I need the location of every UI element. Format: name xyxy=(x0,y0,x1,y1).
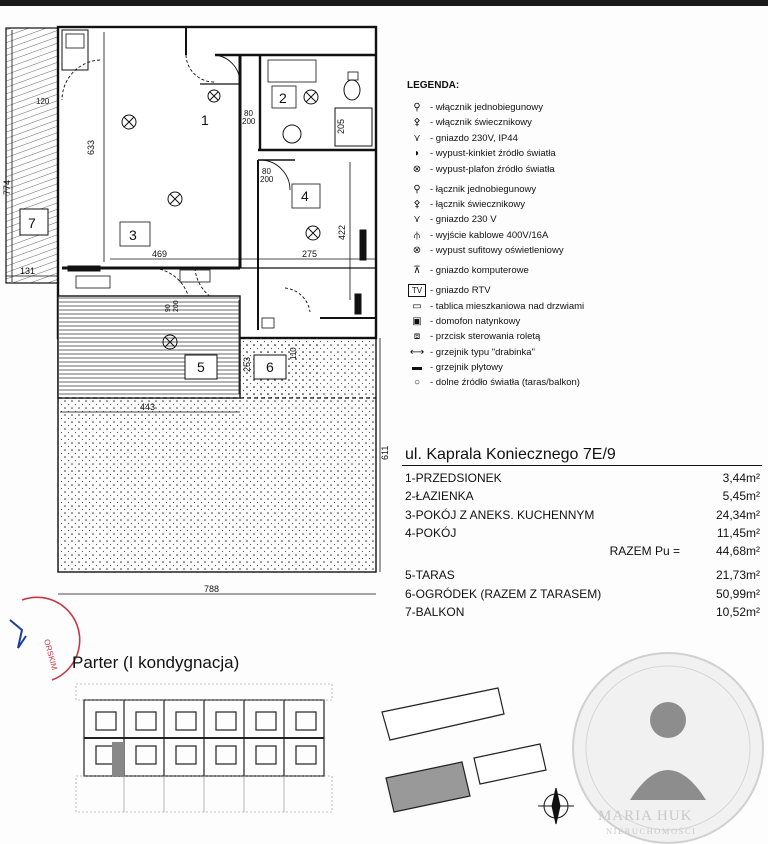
room-row: 3-POKÓJ Z ANEKS. KUCHENNYM 24,34m² xyxy=(405,507,760,522)
room-label-1: 1 xyxy=(201,112,209,128)
legend-item: ⧈ - przcisk sterowania roletą xyxy=(408,329,658,344)
legend-item: ⫛ - wyjście kablowe 400V/16A xyxy=(408,228,658,243)
legend-item: ⋎ - gniazdo 230 V xyxy=(408,212,658,227)
legend-title: LEGENDA: xyxy=(407,80,460,91)
panel-radiator-icon: ▬ xyxy=(412,362,422,374)
balcony-area xyxy=(6,28,58,283)
switch-double-icon: ⚴ xyxy=(413,198,421,210)
legend-item: ⊗ - wypust sufitowy oświetleniowy xyxy=(408,243,658,263)
computer-socket-icon: ⊼ xyxy=(413,265,421,277)
cable-outlet-icon: ⫛ xyxy=(414,229,420,241)
dim-422: 422 xyxy=(337,224,347,240)
watermark-name: MARIA HUK xyxy=(598,808,693,824)
socket-icon: ⋎ xyxy=(413,214,421,226)
dim-205: 205 xyxy=(336,118,346,134)
dim-774: 774 xyxy=(2,179,12,195)
switch-single-icon: ⚲ xyxy=(413,183,421,195)
site-plan xyxy=(382,688,546,812)
room-label-5: 5 xyxy=(197,359,205,375)
room-row: 2-ŁAZIENKA 5,45m² xyxy=(405,489,760,504)
legend-item: ⚴ - włącznik świecznikowy xyxy=(408,115,658,130)
legend-item: ⚴ - łącznik świecznikowy xyxy=(408,197,658,212)
switch-single-icon: ⚲ xyxy=(413,102,421,113)
dim-611: 611 xyxy=(380,445,390,460)
total-row: RAZEM Pu = 44,68m² xyxy=(609,544,760,559)
lower-light-icon: ○ xyxy=(413,377,421,389)
room-label-4: 4 xyxy=(301,188,309,204)
legend-item: ○ - dolne źródło światła (taras/balkon) xyxy=(408,375,658,390)
dim-200-c: 200 xyxy=(173,300,180,312)
blind-switch-icon: ⧈ xyxy=(413,331,421,343)
legend-item: ⊗ - wypust-plafon źródło światła xyxy=(408,162,658,182)
dim-253: 253 xyxy=(242,356,252,372)
dim-633: 633 xyxy=(86,139,96,155)
intercom-icon: ▣ xyxy=(412,315,422,327)
outdoor-row: 6-OGRÓDEK (RAZEM Z TARASEM) 50,99m² xyxy=(405,586,760,601)
dim-788: 788 xyxy=(204,584,220,594)
apartment-plate-icon: ▭ xyxy=(412,300,422,312)
dim-469: 469 xyxy=(152,249,168,259)
ladder-radiator-icon: ⟷ xyxy=(409,346,425,358)
floor-title: Parter (I kondygnacja) xyxy=(72,653,240,672)
watermark-subtitle: NIERUCHOMOŚCI xyxy=(606,826,697,836)
legend-item: ⚲ - włącznik jednobiegunowy xyxy=(408,100,658,115)
room-label-2: 2 xyxy=(279,90,287,106)
legend-item: ⋎ - gniazdo 230V, IP44 xyxy=(408,131,658,146)
wall-lamp-icon: ◗ xyxy=(413,148,421,160)
socket-ip44-icon: ⋎ xyxy=(413,132,421,144)
dim-120: 120 xyxy=(36,97,50,106)
legend-list xyxy=(408,100,658,391)
dim-131: 131 xyxy=(20,266,36,276)
room-area-table xyxy=(405,469,760,621)
address-underline xyxy=(402,465,762,466)
legend-item: ▭ - tablica mieszkaniowa nad drzwiami xyxy=(408,299,658,314)
dim-110: 110 xyxy=(289,347,298,360)
tv-socket-icon: TV xyxy=(408,284,426,297)
room-label-7: 7 xyxy=(28,215,36,231)
ceiling-lamp-icon: ⊗ xyxy=(412,163,422,175)
dim-80-b: 80 xyxy=(262,167,271,176)
ceiling-outlet-icon: ⊗ xyxy=(412,245,422,257)
legend-item: ▣ - domofon natynkowy xyxy=(408,314,658,329)
room-label-3: 3 xyxy=(129,227,137,243)
legend-item: TV - gniazdo RTV xyxy=(408,283,658,298)
dim-275: 275 xyxy=(302,249,318,259)
outdoor-row: 5-TARAS 21,73m² xyxy=(405,568,760,583)
dim-80-a: 80 xyxy=(244,109,253,118)
compass-icon xyxy=(538,788,574,824)
dim-200-b: 200 xyxy=(260,175,274,184)
room-row: 4-POKÓJ 11,45m² xyxy=(405,525,760,540)
legend-item: ◗ - wypust-kinkiet źródło światła xyxy=(408,146,658,161)
room-label-6: 6 xyxy=(266,359,274,375)
stamp-mark xyxy=(10,597,80,680)
outdoor-row: 7-BALKON 10,52m² xyxy=(405,605,760,620)
room-row: 1-PRZEDSIONEK 3,44m² xyxy=(405,471,760,485)
address-heading: ul. Kaprala Koniecznego 7E/9 xyxy=(405,446,616,463)
legend-item: ▬ - grzejnik płytowy xyxy=(408,360,658,375)
switch-double-icon: ⚴ xyxy=(413,117,421,129)
legend-item: ⚲ - łącznik jednobiegunowy xyxy=(408,182,658,197)
dim-90: 90 xyxy=(165,304,172,312)
stamp-text: ORSKIM xyxy=(42,638,59,672)
apartment-walls xyxy=(58,27,376,338)
legend-item: ⊼ - gniazdo komputerowe xyxy=(408,263,658,283)
dim-443: 443 xyxy=(140,402,156,412)
legend-item: ⟷ - grzejnik typu "drabinka" xyxy=(409,346,535,358)
dim-200-a: 200 xyxy=(242,117,256,126)
building-plan xyxy=(76,684,332,812)
